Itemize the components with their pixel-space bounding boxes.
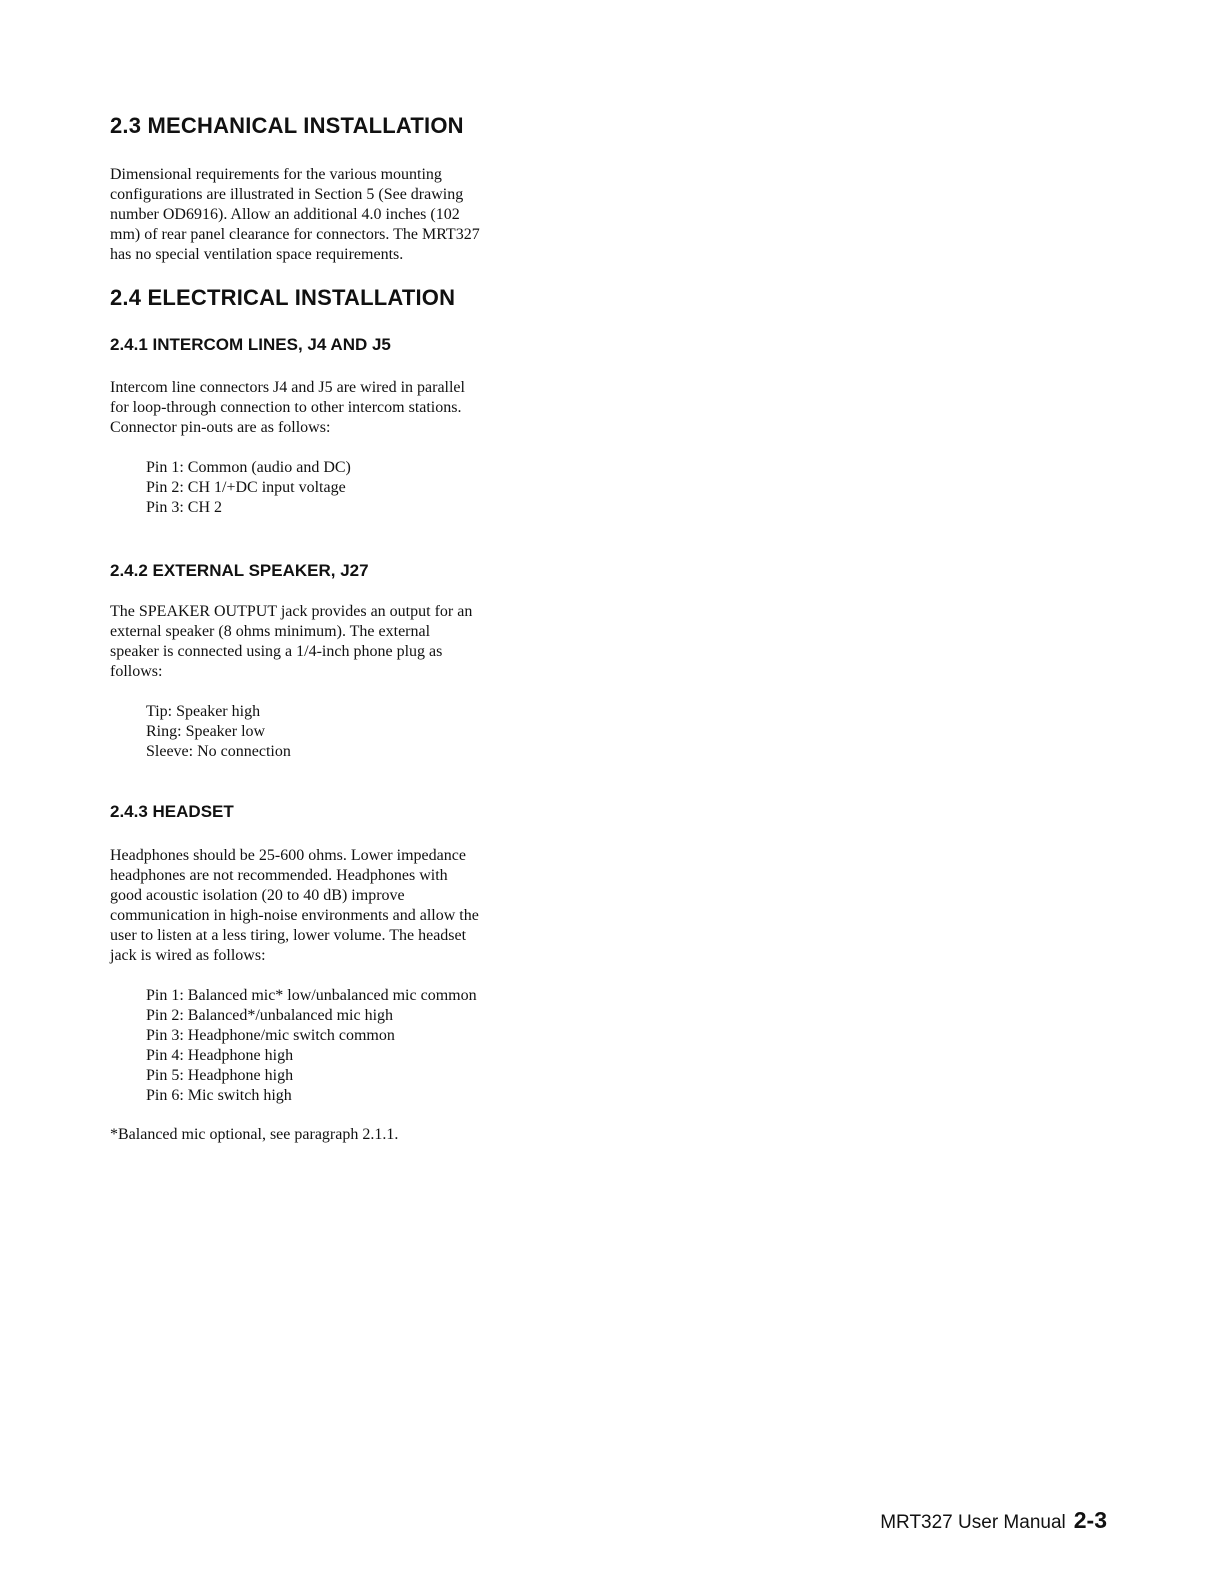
paragraph-mechanical <box>110 165 580 265</box>
intercom-pin-list <box>146 458 351 518</box>
list-item: Tip: Speaker high <box>146 703 261 720</box>
list-item: Ring: Speaker low <box>146 723 266 740</box>
paragraph-headset <box>110 846 580 966</box>
list-item: Pin 4: Headphone high <box>146 1047 294 1064</box>
list-item: Pin 1: Common (audio and DC) <box>146 459 351 476</box>
text-line: good acoustic isolation (20 to 40 dB) improve <box>110 887 405 904</box>
text-line: mm) of rear panel clearance for connectors. The MRT327 <box>110 226 480 243</box>
heading-intercom-lines: 2.4.1 INTERCOM LINES, J4 AND J5 <box>110 335 391 354</box>
footnote-balanced-mic: *Balanced mic optional, see paragraph 2.1.1. <box>110 1126 399 1143</box>
text-line: The SPEAKER OUTPUT jack provides an output for an <box>110 603 473 620</box>
heading-headset: 2.4.3 HEADSET <box>110 802 234 821</box>
heading-mechanical-installation: 2.3 MECHANICAL INSTALLATION <box>110 113 464 138</box>
text-line: user to listen at a less tiring, lower volume. The headset <box>110 927 467 944</box>
text-line: Headphones should be 25-600 ohms. Lower impedance <box>110 847 466 864</box>
text-line: communication in high-noise environments and allow the <box>110 907 479 924</box>
paragraph-speaker <box>110 602 580 682</box>
text-line: external speaker (8 ohms minimum). The external <box>110 623 431 640</box>
text-line: Intercom line connectors J4 and J5 are wired in parallel <box>110 379 465 396</box>
paragraph-intercom <box>110 378 580 438</box>
list-item: Sleeve: No connection <box>146 743 291 760</box>
list-item: Pin 1: Balanced mic* low/unbalanced mic common <box>146 987 477 1004</box>
heading-electrical-installation: 2.4 ELECTRICAL INSTALLATION <box>110 285 456 310</box>
page-footer <box>880 1507 1107 1534</box>
list-item: Pin 3: Headphone/mic switch common <box>146 1027 395 1044</box>
list-item: Pin 2: Balanced*/unbalanced mic high <box>146 1007 394 1024</box>
text-line: follows: <box>110 663 163 680</box>
text-line: speaker is connected using a 1/4-inch phone plug as <box>110 643 443 660</box>
footer-page-number: 2-3 <box>1073 1507 1107 1533</box>
heading-external-speaker: 2.4.2 EXTERNAL SPEAKER, J27 <box>110 561 369 580</box>
headset-pin-list <box>146 986 477 1106</box>
text-line: number OD6916). Allow an additional 4.0 inches (102 <box>110 206 460 223</box>
text-line: jack is wired as follows: <box>110 947 266 964</box>
text-line: Dimensional requirements for the various mounting <box>110 166 442 183</box>
text-line: Connector pin-outs are as follows: <box>110 419 331 436</box>
text-line: has no special ventilation space requirements. <box>110 246 404 263</box>
footer-manual-title: MRT327 User Manual <box>880 1512 1066 1533</box>
list-item: Pin 3: CH 2 <box>146 499 223 516</box>
speaker-connection-list <box>146 702 291 762</box>
text-line: headphones are not recommended. Headphones with <box>110 867 448 884</box>
text-line: configurations are illustrated in Section 5 (See drawing <box>110 186 464 203</box>
list-item: Pin 2: CH 1/+DC input voltage <box>146 479 346 496</box>
list-item: Pin 6: Mic switch high <box>146 1087 292 1104</box>
text-line: for loop-through connection to other intercom stations. <box>110 399 462 416</box>
list-item: Pin 5: Headphone high <box>146 1067 294 1084</box>
